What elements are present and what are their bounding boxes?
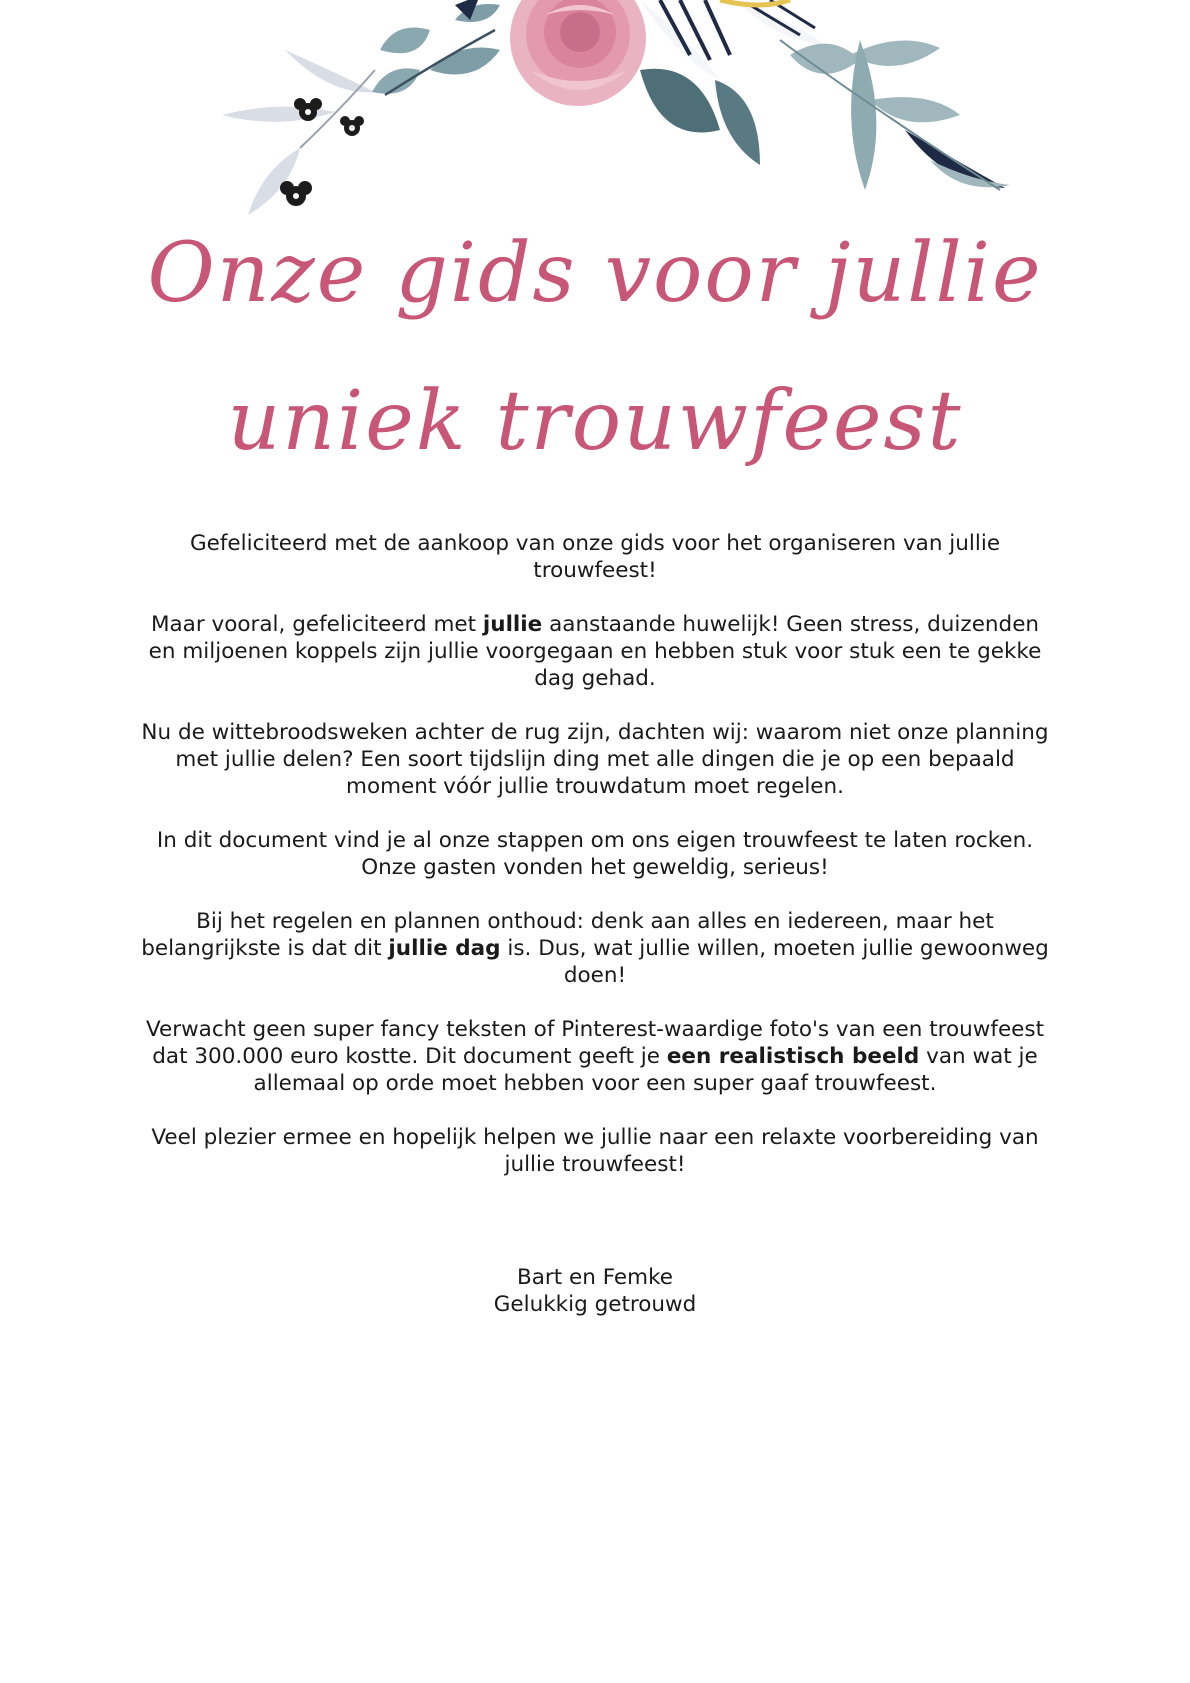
title-line-1: Onze gids voor jullie [147, 226, 1043, 321]
document-title [0, 200, 1190, 496]
paragraph-1: Gefeliciteerd met de aankoop van onze gids voor het organiseren van jullie trouwfeest! [189, 531, 1001, 583]
signature [0, 1264, 1190, 1318]
paragraph-2-text-end: aanstaande huwelijk! Geen stress, duizenden en miljoenen koppels zijn jullie voorgegaan en hebben stuk voor stuk een te gekke dag gehad. [148, 612, 1042, 691]
paragraph-5-bold: jullie dag [388, 936, 501, 961]
paragraph-6 [140, 1016, 1050, 1097]
body-text [140, 530, 1050, 1205]
paragraph-2 [140, 611, 1050, 692]
signature-names: Bart en Femke [517, 1265, 673, 1290]
floral-border-icon [0, 0, 1190, 230]
signature-tagline: Gelukkig getrouwd [493, 1292, 697, 1317]
paragraph-5-text: Bij het regelen en plannen onthoud: denk aan alles en iedereen, maar het belangrijkste is dat dit [141, 909, 994, 961]
paragraph-5-text-end: is. Dus, wat jullie willen, moeten jullie gewoonweg doen! [500, 936, 1049, 988]
paragraph-6-text-end: van wat je allemaal op orde moet hebben voor een super gaaf trouwfeest. [253, 1044, 1038, 1096]
paragraph-5 [140, 908, 1050, 989]
paragraph-2-text: Maar vooral, gefeliciteerd met [150, 612, 483, 637]
paragraph-6-text: Verwacht geen super fancy teksten of Pinterest-waardige foto's van een trouwfeest dat 300.000 euro kostte. Dit document geeft je [145, 1017, 1045, 1069]
paragraph-3: Nu de wittebroodsweken achter de rug zijn, dachten wij: waarom niet onze planning met jullie delen? Een soort tijdslijn ding met alle dingen die je op een bepaald moment vóór jullie trouwdatum moet regelen. [141, 720, 1049, 799]
paragraph-2-bold: jullie [482, 612, 543, 637]
title-line-2: uniek trouwfeest [227, 374, 963, 469]
paragraph-4: In dit document vind je al onze stappen om ons eigen trouwfeest te laten rocken. Onze gasten vonden het geweldig, serieus! [156, 828, 1034, 880]
paragraph-7: Veel plezier ermee en hopelijk helpen we jullie naar een relaxte voorbereiding van jullie trouwfeest! [151, 1125, 1039, 1177]
paragraph-6-bold: een realistisch beeld [666, 1044, 920, 1069]
